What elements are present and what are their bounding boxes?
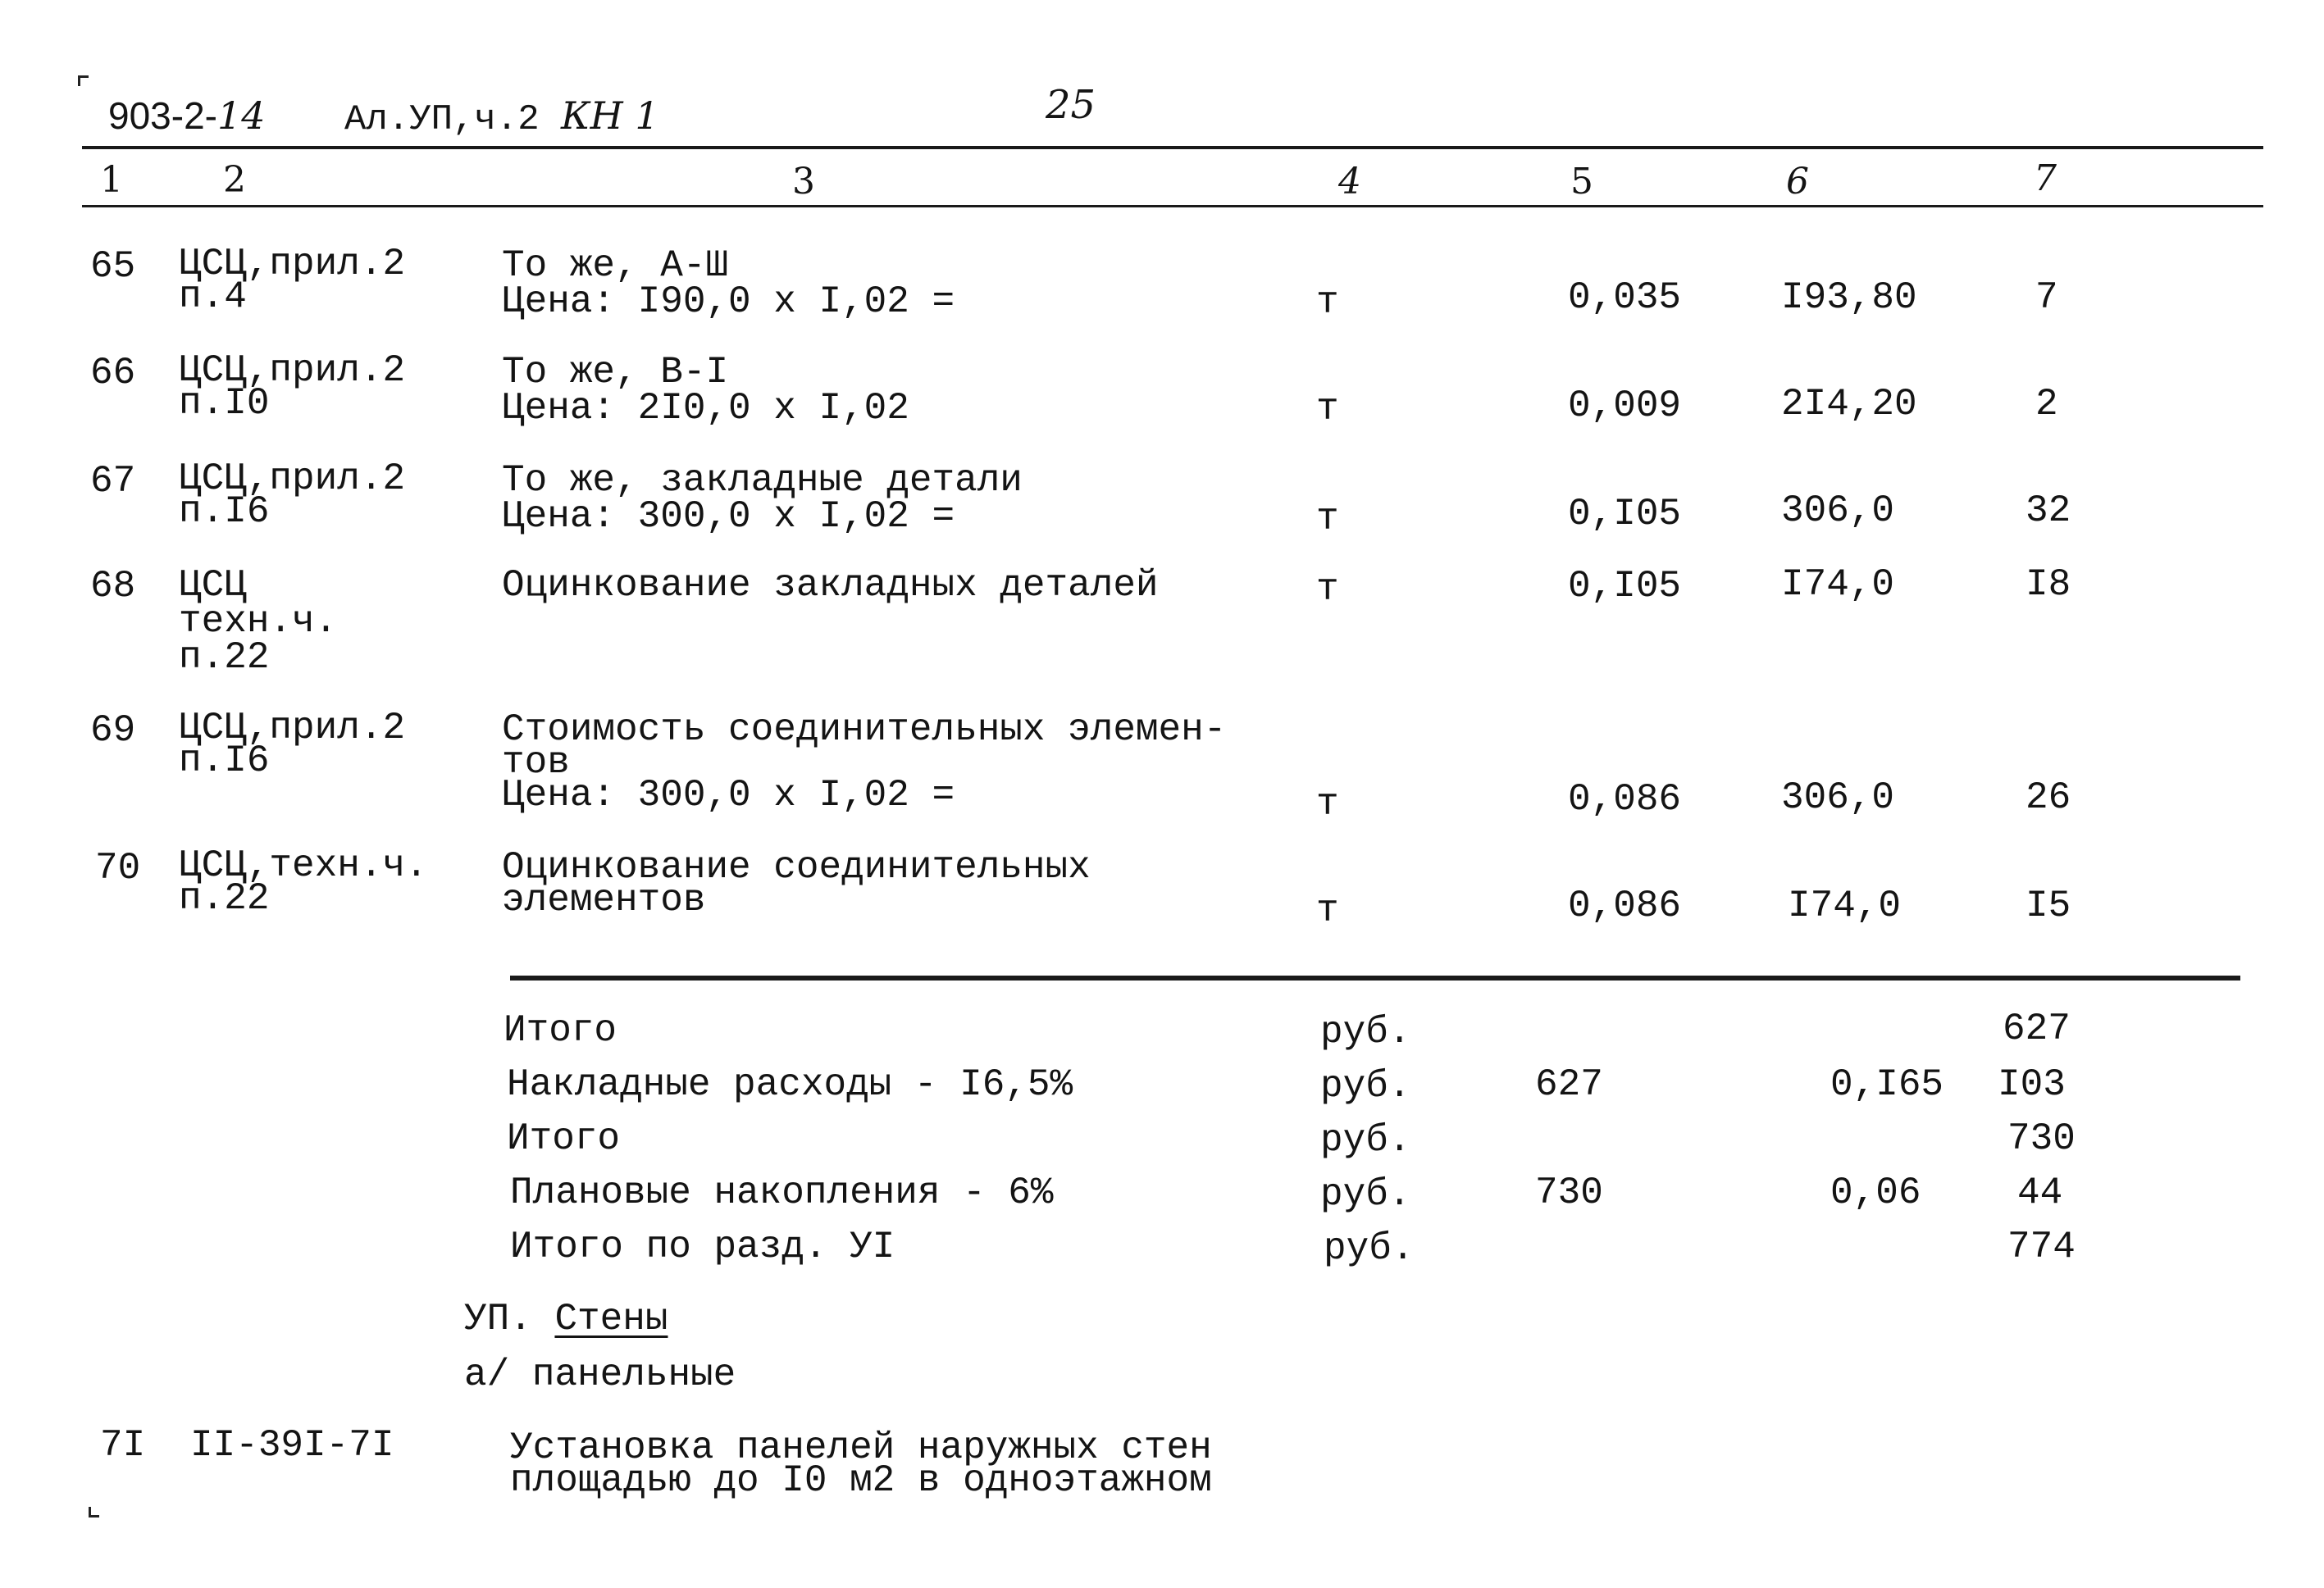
row-description: То же, В-I Цена: 2I0,0 х I,02 [502,351,909,430]
row-unit-price: I93,80 [1781,276,1917,319]
row-unit-price: 306,0 [1781,776,1895,819]
row-description: Установка панелей наружных стен площадью до I0 м2 в одноэтажном [510,1426,1212,1502]
document-code [108,93,266,138]
summary-unit: руб. [1320,1173,1411,1216]
row-number: 70 [95,847,141,890]
section-title [464,1300,668,1338]
row-quantity: 0,086 [1568,778,1682,821]
summary-label: Итого по разд. УI [510,1226,895,1268]
row-reference: ЦСЦ,техн.ч. п.22 [179,844,428,920]
row-unit-price: I74,0 [1781,563,1895,606]
row-unit: т [1316,568,1339,611]
header-rule-bottom [82,205,2263,207]
row-quantity: 0,I05 [1568,493,1682,535]
row-unit-price: 306,0 [1781,489,1895,532]
section-subtitle: а/ панельные [464,1354,736,1396]
row-number: 69 [90,709,136,752]
column-number: 5 [1570,161,1593,202]
column-number: 1 [100,159,123,201]
summary-unit: руб. [1320,1065,1411,1108]
row-reference: ЦСЦ техн.ч. п.22 [179,564,338,679]
column-number: 7 [2034,157,2057,199]
row-description: Оцинкование соединительных элементов [502,846,1091,921]
summary-rate: 0,06 [1830,1172,1921,1214]
summary-unit: руб. [1320,1011,1411,1053]
section-number: УП. [464,1298,532,1340]
page-number: 25 [1046,82,1096,128]
row-reference: II-39I-7I [190,1424,394,1467]
row-quantity: 0,035 [1568,276,1682,319]
document-code-printed: 903-2- [108,94,217,137]
corner-mark-bottom [89,1507,99,1517]
row-number: 7I [100,1424,146,1467]
row-description: Стоимость соединительных элемен- тов Цена: 300,0 х I,02 = [502,708,1227,817]
row-total: 26 [2026,776,2071,819]
column-number: 3 [792,161,815,202]
summary-total: 627 [2003,1008,2071,1050]
row-quantity: 0,086 [1568,885,1682,927]
row-reference: ЦСЦ,прил.2 п.I6 [179,457,406,533]
row-number: 65 [90,245,136,288]
summary-total: I03 [1998,1063,2066,1106]
row-unit: т [1316,783,1339,826]
summary-unit: руб. [1320,1119,1411,1162]
row-total: 32 [2026,489,2071,532]
summary-total: 730 [2007,1117,2076,1160]
row-number: 66 [90,352,136,394]
album-handwritten: КН 1 [561,93,659,138]
column-number: 6 [1786,161,1809,202]
document-code-handwritten: 14 [216,93,266,138]
row-quantity: 0,009 [1568,384,1682,427]
row-unit: т [1316,498,1339,540]
summary-base: 627 [1535,1063,1603,1106]
row-reference: ЦСЦ,прил.2 п.I6 [179,707,406,782]
section-name: Стены [554,1298,668,1340]
row-reference: ЦСЦ,прил.2 п.4 [179,243,406,318]
row-description: То же, А-Ш Цена: I90,0 х I,02 = [502,244,955,323]
summary-total: 44 [2017,1172,2063,1214]
album-printed: Ал.УП,ч.2 [344,99,540,140]
totals-separator [510,976,2240,981]
summary-base: 730 [1535,1172,1603,1214]
row-description: Оцинкование закладных деталей [502,564,1159,607]
column-number: 4 [1338,161,1361,202]
row-total: 2 [2035,383,2058,425]
row-quantity: 0,I05 [1568,565,1682,607]
summary-label: Итого [504,1009,617,1052]
row-reference: ЦСЦ,прил.2 п.I0 [179,349,406,425]
album-reference [344,93,659,140]
summary-total: 774 [2007,1226,2076,1268]
column-number: 2 [223,159,246,201]
row-unit: т [1316,281,1339,324]
row-total: 7 [2035,276,2058,319]
row-number: 67 [90,460,136,503]
row-total: I8 [2026,563,2071,606]
row-total: I5 [2026,885,2071,927]
header-rule-top [82,146,2263,149]
row-unit: т [1316,388,1339,430]
row-description: То же, закладные детали Цена: 300,0 х I,02 = [502,459,1023,538]
row-number: 68 [90,565,136,607]
summary-unit: руб. [1324,1227,1415,1270]
corner-mark-top [78,75,89,86]
summary-label: Итого [507,1117,621,1160]
summary-rate: 0,I65 [1830,1063,1944,1106]
summary-label: Плановые накопления - 6% [510,1172,1054,1214]
row-unit: т [1316,890,1339,932]
row-unit-price: I74,0 [1788,885,1902,927]
row-unit-price: 2I4,20 [1781,383,1917,425]
summary-label: Накладные расходы - I6,5% [507,1063,1073,1106]
